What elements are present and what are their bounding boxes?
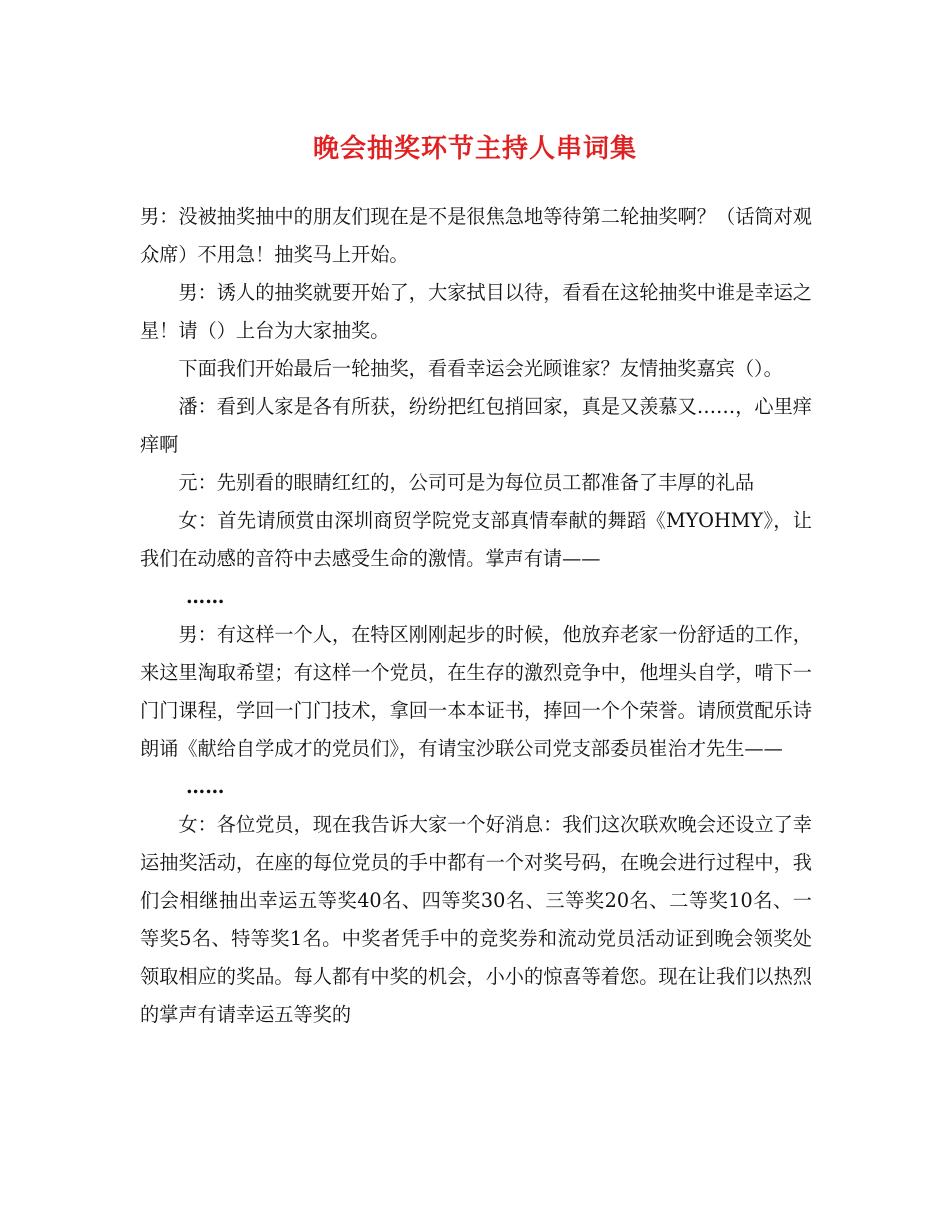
paragraph: 男：诱人的抽奖就要开始了，大家拭目以待，看看在这轮抽奖中谁是幸运之星！请（）上台为大家抽奖。 [140, 281, 812, 342]
ellipsis-line: …… [186, 585, 225, 608]
document-title: 晚会抽奖环节主持人串词集 [312, 134, 637, 164]
paragraph: 男：有这样一个人，在特区刚刚起步的时候，他放弃老家一份舒适的工作，来这里淘取希望；有这样一个党员，在生存的激烈竞争中，他埋头自学，啃下一门门课程，学回一门门技术，拿回一本本证书，捧回一个个荣誉。请颀赏配乐诗朗诵《献给自学成才的党员们》，有请宝沙联公司党支部委员崔治才先生—— [140, 623, 812, 760]
paragraph: 女：各位党员，现在我告诉大家一个好消息：我们这次联欢晚会还设立了幸运抽奖活动，在座的每位党员的手中都有一个对奖号码，在晚会进行过程中，我们会相继抽出幸运五等奖40名、四等奖30名、三等奖20名、二等奖10名、一等奖5名、特等奖1名。中奖者凭手中的竞奖券和流动党员活动证到晚会领奖处领取相应的奖品。每人都有中奖的机会，小小的惊喜等着您。现在让我们以热烈的掌声有请幸运五等奖的 [140, 813, 812, 1026]
paragraph: 下面我们开始最后一轮抽奖，看看幸运会光顾谁家？友情抽奖嘉宾（）。 [178, 357, 783, 380]
paragraph: 元：先别看的眼睛红红的，公司可是为每位员工都准备了丰厚的礼品 [178, 471, 755, 494]
paragraph: 男：没被抽奖抽中的朋友们现在是不是很焦急地等待第二轮抽奖啊？（话筒对观众席）不用急！抽奖马上开始。 [140, 205, 812, 266]
document-body [140, 198, 812, 1034]
paragraph: 潘：看到人家是各有所获，纷纷把红包捎回家，真是又羡慕又……，心里痒痒啊 [140, 395, 812, 456]
ellipsis-line: …… [186, 775, 225, 798]
paragraph: 女：首先请颀赏由深圳商贸学院党支部真情奉献的舞蹈《MYOHMY》，让我们在动感的音符中去感受生命的激情。掌声有请—— [140, 509, 812, 570]
